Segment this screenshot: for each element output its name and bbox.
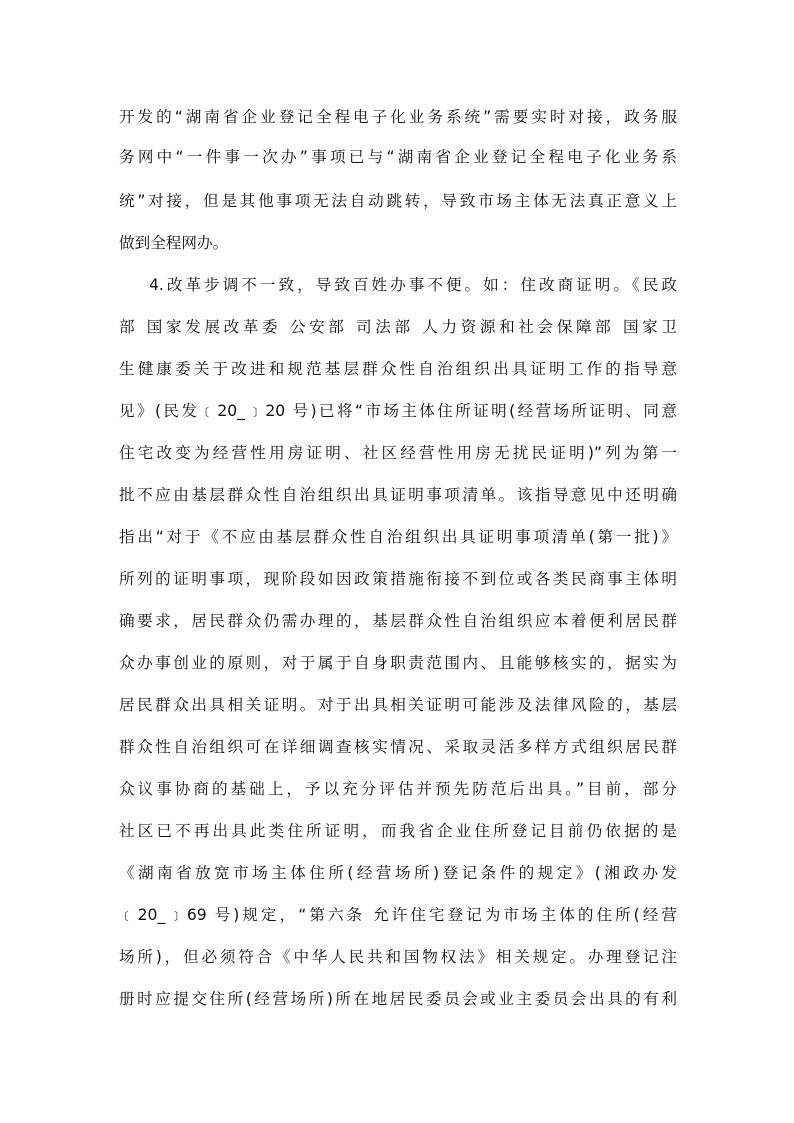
text-line: 社区已不再出具此类住所证明，而我省企业住所登记目前仍依据的是 — [119, 822, 677, 840]
text-line: 册时应提交住所(经营场所)所在地居民委员会或业主委员会出具的有利 — [119, 990, 677, 1008]
text-line: 统”对接，但是其他事项无法自动跳转，导致市场主体无法真正意义上 — [119, 192, 677, 210]
text-line: 部 国家发展改革委 公安部 司法部 人力资源和社会保障部 国家卫 — [119, 318, 677, 336]
text-line: 所列的证明事项，现阶段如因政策措施衔接不到位或各类民商事主体明 — [119, 570, 677, 588]
text-line: ﹝20_﹞69 号)规定，“第六条 允许住宅登记为市场主体的住所(经营 — [119, 906, 677, 924]
text-line: 见》(民发﹝20_﹞20 号)已将“市场主体住所证明(经营场所证明、同意 — [119, 402, 677, 420]
text-line: 住宅改变为经营性用房证明、社区经营性用房无扰民证明)”列为第一 — [119, 444, 677, 462]
text-line: 开发的“湖南省企业登记全程电子化业务系统”需要实时对接，政务服 — [119, 108, 677, 126]
text-line: 4.改革步调不一致，导致百姓办事不便。如：住改商证明。《民政 — [149, 276, 677, 294]
text-line: 居民群众出具相关证明。对于出具相关证明可能涉及法律风险的，基层 — [119, 696, 677, 714]
text-line: 群众性自治组织可在详细调查核实情况、采取灵活多样方式组织居民群 — [119, 738, 677, 756]
text-line: 确要求，居民群众仍需办理的，基层群众性自治组织应本着便利居民群 — [119, 612, 677, 630]
text-line: 指出“对于《不应由基层群众性自治组织出具证明事项清单(第一批)》 — [119, 528, 677, 546]
text-line: 做到全程网办。 — [119, 234, 229, 252]
text-line: 场所)，但必须符合《中华人民共和国物权法》相关规定。办理登记注 — [119, 948, 677, 966]
text-line: 批不应由基层群众性自治组织出具证明事项清单。该指导意见中还明确 — [119, 486, 677, 504]
text-line: 务网中“一件事一次办”事项已与“湖南省企业登记全程电子化业务系 — [119, 148, 677, 166]
text-line: 生健康委关于改进和规范基层群众性自治组织出具证明工作的指导意 — [119, 360, 677, 378]
text-line: 《湖南省放宽市场主体住所(经营场所)登记条件的规定》(湘政办发 — [119, 864, 677, 882]
text-line: 众办事创业的原则，对于属于自身职责范围内、且能够核实的，据实为 — [119, 654, 677, 672]
text-line: 众议事协商的基础上，予以充分评估并预先防范后出具。”目前，部分 — [119, 780, 677, 798]
